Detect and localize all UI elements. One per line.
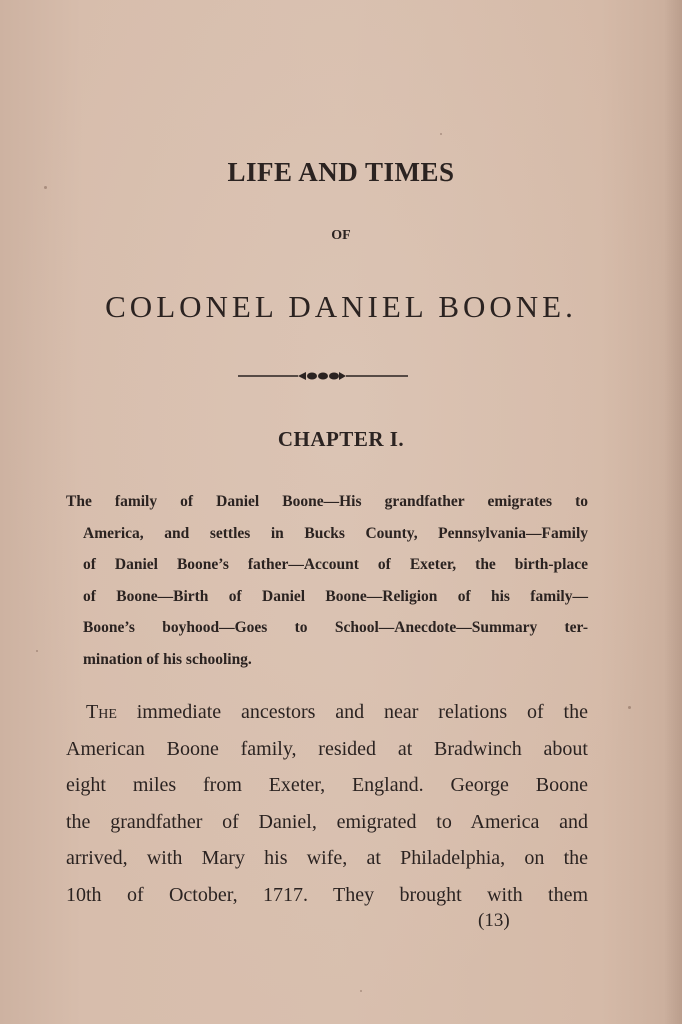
book-subtitle: COLONEL DANIEL BOONE. [105, 289, 577, 324]
ornament-divider-icon [238, 369, 408, 383]
body-line: American Boone family, resided at Bradwinch about [66, 737, 588, 760]
synopsis-line: of Boone—Birth of Daniel Boone—Religion of his family— [83, 587, 588, 605]
first-line-rest: immediate ancestors and near relations of the [136, 701, 588, 723]
paper-speck [36, 650, 38, 652]
body-line: 10th of October, 1717. They brought with them [66, 883, 588, 906]
paper-speck [360, 990, 362, 992]
body-paragraph [66, 694, 588, 913]
title-connector: OF [331, 228, 351, 243]
synopsis-line: Boone’s boyhood—Goes to School—Anecdote—Summary ter- [83, 619, 588, 637]
paper-speck [440, 133, 442, 135]
lead-word: The [86, 701, 117, 723]
synopsis-line: America, and settles in Bucks County, Pennsylvania—Family [83, 524, 588, 542]
synopsis-line: of Daniel Boone’s father—Account of Exeter, the birth-place [83, 556, 588, 574]
book-title: LIFE AND TIMES [227, 157, 455, 187]
chapter-synopsis [66, 486, 588, 676]
body-line: arrived, with Mary his wife, at Philadelphia, on the [66, 847, 588, 869]
body-line [66, 694, 588, 731]
page-number: (13) [478, 910, 510, 931]
body-line: the grandfather of Daniel, emigrated to America and [66, 810, 588, 833]
paper-speck [628, 706, 631, 709]
page-edge-shadow [664, 0, 682, 1024]
synopsis-line: mination of his schooling. [83, 650, 252, 668]
body-line: eight miles from Exeter, England. George Boone [66, 774, 588, 796]
synopsis-line: The family of Daniel Boone—His grandfather emigrates to [66, 493, 588, 510]
chapter-heading: CHAPTER I. [277, 427, 405, 451]
